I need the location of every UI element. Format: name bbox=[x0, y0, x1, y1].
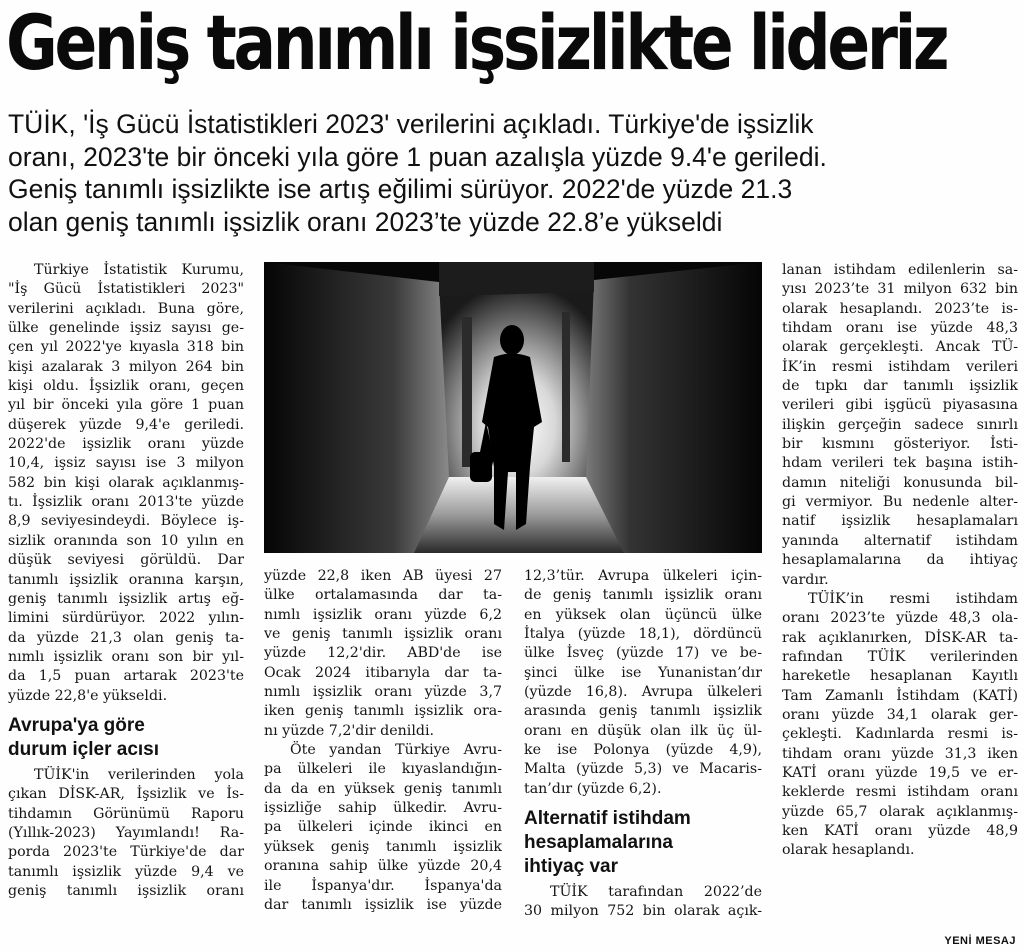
text-line: Türkiye İstatistik Kurumu, bbox=[34, 262, 244, 278]
text-line: nı yüzde 7,2'dir denildi. bbox=[264, 722, 434, 739]
subhead-line: durum içler acısı bbox=[8, 738, 160, 760]
text-line: KATİ oranı yüzde 19,5 ve er- bbox=[782, 764, 1018, 781]
text-line: Malta (yüzde 5,3) ve Macaris- bbox=[524, 761, 762, 778]
text-line: şinci ülke ise Yunanistan’dır bbox=[524, 664, 762, 681]
text-line: bir kısmını gösteriyor. İsti- bbox=[782, 436, 1018, 453]
subhead-line: Avrupa'ya göre bbox=[8, 714, 145, 736]
text-line: ülke İsveç (yüzde 17) ve be- bbox=[524, 645, 762, 662]
text-line: tanımlı işsizlik oranına karşın, bbox=[8, 571, 244, 588]
text-line: yüzde 12,2'dir. ABD'de ise bbox=[264, 645, 502, 662]
lede-line: Geniş tanımlı işsizlikte ise artış eğilimi sürüyor. 2022'de yüzde 21.3 bbox=[8, 174, 793, 204]
text-line: porda 2023'te Türkiye'de dar bbox=[8, 844, 244, 861]
text-line: yanında alternatif istihdam bbox=[782, 532, 1018, 549]
text-line: kişi azalarak 3 milyon 264 bin bbox=[8, 358, 244, 375]
text-line: "İş Gücü İstatistikleri 2023" bbox=[8, 281, 244, 298]
text-line: tihdamın Görünümü Raporu bbox=[8, 805, 244, 822]
text-line: 2022'de işsizlik oranı yüzde bbox=[8, 436, 244, 453]
text-line: ilişkin gerçeğin sadece sınırlı bbox=[782, 416, 1018, 433]
text-line: sizlik oranında son 10 yılın en bbox=[8, 532, 244, 549]
text-line: geniş tanımlı işsizlik oranı bbox=[8, 882, 244, 899]
text-line: de geniş tanımlı işsizlik oranı bbox=[524, 587, 762, 604]
text-line: nımlı işsizlik oranı yüzde 6,2 bbox=[264, 606, 502, 623]
column-1 bbox=[8, 261, 244, 901]
lede-line: TÜİK, 'İş Gücü İstatistikleri 2023' verilerini açıkladı. Türkiye'de işsizlik bbox=[8, 109, 814, 139]
text-line: ke ise Polonya (yüzde 4,9), bbox=[524, 742, 762, 759]
text-line: yıl bir önceki yıla göre 1 puan bbox=[8, 397, 244, 414]
text-line: verileri gibi işgücü piyasasına bbox=[782, 397, 1018, 414]
column-3-paragraph-2 bbox=[524, 883, 762, 922]
text-line: olarak hesaplandı. bbox=[782, 842, 915, 859]
text-line: TÜİK'in verilerinden yola bbox=[34, 766, 244, 783]
text-line: da da en yüksek geniş tanımlı bbox=[264, 780, 502, 797]
text-line: tı. İşsizlik oranı 2013'te yüzde bbox=[8, 494, 244, 511]
column-2-paragraph-1 bbox=[264, 567, 502, 741]
corridor-man-silhouette-image bbox=[264, 262, 762, 553]
text-line: da 1,5 puan artarak 2023'te bbox=[8, 668, 244, 685]
column-4 bbox=[782, 261, 1018, 861]
text-line: TÜİK’in resmi istihdam bbox=[808, 590, 1018, 607]
subhead-alternatif bbox=[524, 807, 762, 879]
subhead-line: Alternatif istihdam bbox=[524, 808, 691, 830]
text-line: hdam verileri tek başına istih- bbox=[782, 455, 1018, 472]
text-line: İK’in resmi istihdam verileri bbox=[782, 358, 1018, 375]
subhead-line: hesaplamalarına bbox=[524, 832, 673, 854]
text-line: İtalya (yüzde 18,1), dördüncü bbox=[524, 626, 762, 643]
text-line: ve geniş tanımlı işsizlik oranı bbox=[264, 626, 502, 643]
text-line: nımlı işsizlik oranı son bir yıl- bbox=[8, 648, 244, 665]
text-line: çekleşti. Kadınlarda resmi is- bbox=[782, 726, 1018, 743]
text-line: 10,4, işsiz sayısı ise 3 milyon bbox=[8, 455, 244, 472]
newspaper-signature: YENİ MESAJ bbox=[940, 935, 1016, 947]
lede-line: oranı, 2023'te bir önceki yıla göre 1 puan azalışla yüzde 9.4'e geriledi. bbox=[8, 141, 827, 172]
text-line: rak açıklanırken, DİSK-AR ta- bbox=[782, 629, 1018, 646]
text-line: limini sürdürüyor. 2022 yılın- bbox=[8, 610, 244, 627]
subhead-line: ihtiyaç var bbox=[524, 856, 618, 878]
text-line: tan’dır (yüzde 6,2). bbox=[524, 780, 662, 797]
text-line: olarak gerçekleşti. Ancak TÜ- bbox=[782, 339, 1018, 356]
column-1-paragraph-2 bbox=[8, 766, 244, 901]
lede-line: olan geniş tanımlı işsizlik oranı 2023’te yüzde 22.8’e yükseldi bbox=[8, 206, 723, 237]
subhead-avrupa bbox=[8, 714, 244, 762]
text-line: hesaplamalarına da ihtiyaç bbox=[782, 552, 1018, 569]
text-line: ken KATİ oranı yüzde 48,9 bbox=[782, 822, 1018, 839]
column-3-paragraph-1 bbox=[524, 567, 762, 799]
text-line: Öte yandan Türkiye Avru- bbox=[290, 742, 502, 759]
text-line: olarak hesaplandı. 2023’te is- bbox=[782, 300, 1018, 317]
text-line: natif işsizlik hesaplamaları bbox=[782, 513, 1018, 530]
text-line: lanan istihdam edilenlerin sa- bbox=[782, 262, 1018, 278]
column-2 bbox=[264, 567, 502, 915]
text-line: gi vermiyor. Bu nedenle alter- bbox=[782, 494, 1018, 511]
column-2-paragraph-2 bbox=[264, 741, 502, 915]
text-line: oranı yüzde 34,1 olarak ger- bbox=[782, 706, 1018, 723]
text-line: (Yıllık-2023) Yayımlandı! Ra- bbox=[8, 824, 244, 841]
text-line: Tam Zamanlı İstihdam (KATİ) bbox=[782, 687, 1018, 704]
text-line: tihdam oranı ise yüzde 48,3 bbox=[782, 320, 1018, 337]
text-line: ülke genelinde işsiz sayısı ge- bbox=[8, 320, 244, 337]
text-line: Ocak 2024 itibarıyla dar ta- bbox=[264, 664, 502, 681]
text-line: 12,3’tür. Avrupa ülkeleri için- bbox=[524, 568, 762, 584]
text-line: iken geniş tanımlı işsizlik ora- bbox=[264, 703, 502, 720]
text-line: düşük seviyesi görüldü. Dar bbox=[8, 552, 244, 569]
text-line: verilerini açıkladı. Buna göre, bbox=[8, 300, 244, 317]
text-line: dar tanımlı işsizlik ise yüzde bbox=[264, 896, 502, 913]
text-line: de tıpkı dar tanımlı işsizlik bbox=[782, 378, 1018, 395]
text-line: yüzde 65,7 olarak açıklanmış- bbox=[782, 803, 1018, 820]
text-line: tanımlı işsizlik yüzde 9,4 ve bbox=[8, 863, 244, 880]
text-line: çen yıl 2022'ye kıyasla 318 bin bbox=[8, 339, 244, 356]
text-line: 30 milyon 752 bin olarak açık- bbox=[524, 903, 762, 920]
text-line: ile İspanya'dır. İspanya'da bbox=[264, 877, 502, 894]
headline: Geniş tanımlı işsizlikte lideriz bbox=[6, 0, 947, 87]
lede-paragraph bbox=[8, 108, 1018, 238]
text-line: rafından TÜİK verilerinden bbox=[782, 648, 1018, 665]
text-line: çıkan DİSK-AR, İşsizlik ve İs- bbox=[8, 786, 244, 803]
text-line: oranına sahip ülke yüzde 20,4 bbox=[264, 858, 502, 875]
corridor-photo bbox=[264, 262, 762, 553]
text-line: 582 bin kişi olarak açıklanmış- bbox=[8, 474, 244, 491]
column-4-paragraph-2 bbox=[782, 590, 1018, 861]
text-line: düşerek yüzde 9,4'e geriledi. bbox=[8, 416, 244, 433]
text-line: nımlı işsizlik oranı yüzde 3,7 bbox=[264, 684, 502, 701]
text-line: keklerde resmi istihdam oranı bbox=[782, 784, 1018, 801]
text-line: vardır. bbox=[782, 571, 829, 588]
column-1-paragraph-1 bbox=[8, 261, 244, 706]
text-line: en yüksek olan üçüncü ülke bbox=[524, 606, 762, 623]
text-line: da yüzde 21,3 olan geniş ta- bbox=[8, 629, 244, 646]
text-line: geniş tanımlı işsizlik artış eğ- bbox=[8, 590, 244, 607]
text-line: arasında geniş tanımlı işsizlik bbox=[524, 703, 762, 720]
text-line: işsizliğe sahip ülkedir. Avru- bbox=[264, 800, 502, 817]
text-line: ülke ortalamasında dar ta- bbox=[264, 587, 502, 604]
text-line: (yüzde 16,8). Avrupa ülkeleri bbox=[524, 684, 762, 701]
text-line: yüksek geniş tanımlı işsizlik bbox=[264, 838, 502, 855]
text-line: yüzde 22,8 iken AB üyesi 27 bbox=[264, 568, 502, 584]
text-line: kişi oldu. İşsizlik oranı, geçen bbox=[8, 378, 244, 395]
text-line: yısı 2023’te 31 milyon 632 bin bbox=[782, 281, 1018, 298]
text-line: pa ülkeleri içinde ikinci en bbox=[264, 819, 502, 836]
text-line: tihdam oranı yüzde 31,3 iken bbox=[782, 745, 1018, 762]
text-line: TÜİK tarafından 2022’de bbox=[550, 884, 762, 901]
column-3 bbox=[524, 567, 762, 922]
text-line: yüzde 22,8'e yükseldi. bbox=[8, 687, 168, 704]
text-line: pa ülkeleri ile kıyaslandığın- bbox=[264, 761, 502, 778]
text-line: damın niteliği konusunda bil- bbox=[782, 474, 1018, 491]
text-line: hareketle hesaplanan Kayıtlı bbox=[782, 668, 1018, 685]
column-4-paragraph-1 bbox=[782, 261, 1018, 590]
text-line: oranı 2023’te yüzde 48,3 ola- bbox=[782, 610, 1018, 627]
text-line: oranı en düşük olan ilk üç ül- bbox=[524, 722, 762, 739]
text-line: 8,9 seviyesindeydi. Böylece iş- bbox=[8, 513, 244, 530]
